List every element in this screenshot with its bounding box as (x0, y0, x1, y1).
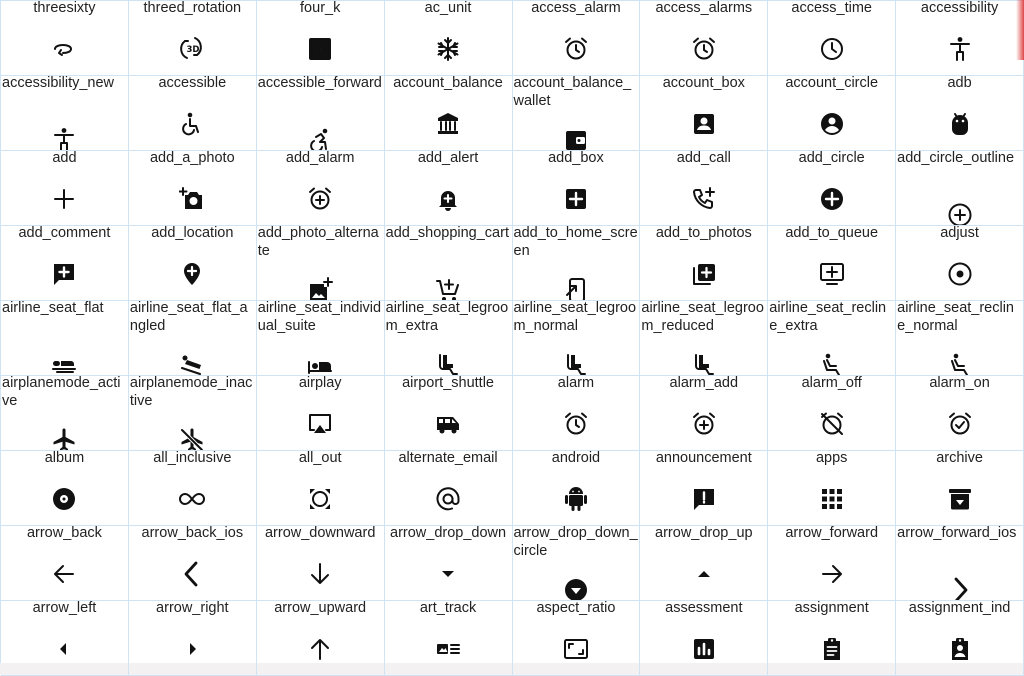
icon-cell-airline-seat-flat[interactable] (1, 301, 129, 376)
icon-label: account_balance (393, 76, 503, 91)
add-comment-icon (50, 260, 78, 288)
add-to-photos-icon (690, 260, 718, 288)
archive-icon (946, 485, 974, 513)
icon-cell-album[interactable] (1, 451, 129, 526)
icon-cell-add-alarm[interactable] (257, 151, 385, 226)
icon-cell-airplanemode-active[interactable] (1, 376, 129, 451)
icon-label: alarm_add (669, 376, 739, 391)
adb-icon (946, 110, 974, 138)
icon-label: arrow_drop_down_circle (513, 526, 638, 559)
icon-label: assignment (794, 601, 869, 616)
assessment-icon (690, 635, 718, 663)
icon-label: airplay (298, 376, 342, 391)
icon-cell-announcement[interactable] (640, 451, 768, 526)
icon-cell-add-circle[interactable] (768, 151, 896, 226)
icon-label: assessment (665, 601, 743, 616)
icon-label: arrow_drop_up (655, 526, 753, 541)
icon-label: all_out (298, 451, 342, 466)
at-icon (434, 485, 462, 513)
four-k-icon (306, 35, 334, 63)
icon-cell-airline-seat-recline-extra[interactable] (768, 301, 896, 376)
icon-label: account_balance_wallet (513, 76, 632, 109)
add-photo-alternate-icon (306, 276, 334, 301)
icon-label: add_to_home_screen (513, 226, 638, 259)
svg-text:3D: 3D (186, 45, 200, 55)
ac-unit-icon (434, 35, 462, 63)
icon-label: access_alarms (655, 1, 753, 16)
icon-cell-alarm-off[interactable] (768, 376, 896, 451)
icon-cell-alternate-email[interactable] (385, 451, 513, 526)
bank-icon (434, 110, 462, 138)
icon-cell-account-box[interactable] (640, 76, 768, 151)
icon-label: alarm (557, 376, 595, 391)
icon-label: add_alert (417, 151, 479, 166)
icon-label: add_location (151, 226, 234, 241)
add-location-icon (178, 260, 206, 288)
icon-label: accessibility (920, 1, 999, 16)
icon-cell-add-call[interactable] (640, 151, 768, 226)
account-circle-icon (818, 110, 846, 138)
icon-label: add_comment (18, 226, 111, 241)
add-circle-icon (818, 185, 846, 213)
icon-label: threesixty (33, 1, 96, 16)
icon-cell-accessibility[interactable] (896, 1, 1024, 76)
icon-cell-all-out[interactable] (257, 451, 385, 526)
icon-cell-adjust[interactable] (896, 226, 1024, 301)
all-out-icon (306, 485, 334, 513)
airplane-icon (50, 426, 78, 451)
arrow-down-icon (306, 560, 334, 588)
assignment-icon (818, 635, 846, 663)
icon-cell-accessible-forward[interactable] (257, 76, 385, 151)
icon-label: add_box (548, 151, 604, 166)
accessibility-icon (946, 35, 974, 63)
icon-label: all_inclusive (153, 451, 232, 466)
icon-cell-alarm[interactable] (513, 376, 641, 451)
arrow-up-icon (306, 635, 334, 663)
icon-cell-access-alarms[interactable] (640, 1, 768, 76)
icon-cell-arrow-drop-down-circle[interactable] (513, 526, 641, 601)
icon-cell-add-circle-outline[interactable] (896, 151, 1024, 226)
icon-cell-arrow-back[interactable] (1, 526, 129, 601)
icon-cell-airport-shuttle[interactable] (385, 376, 513, 451)
icon-cell-arrow-forward[interactable] (768, 526, 896, 601)
alarm-icon (562, 410, 590, 438)
icon-cell-airline-seat-legroom-normal[interactable] (513, 301, 641, 376)
accessible-icon (178, 110, 206, 138)
icon-label: add_a_photo (149, 151, 235, 166)
add-to-home-icon (562, 276, 590, 301)
arrow-back-icon (50, 560, 78, 588)
infinity-icon (178, 485, 206, 513)
arrow-forward-icon (818, 560, 846, 588)
icon-label: archive (936, 451, 983, 466)
icon-cell-arrow-drop-down[interactable] (385, 526, 513, 601)
icon-label: airline_seat_recline_extra (769, 301, 887, 334)
art-track-icon (434, 635, 462, 663)
icon-label: airline_seat_legroom_extra (385, 301, 509, 334)
icon-label: arrow_forward (785, 526, 879, 541)
icon-cell-airline-seat-legroom-extra[interactable] (385, 301, 513, 376)
alarm-off-icon (818, 410, 846, 438)
announcement-icon (690, 485, 718, 513)
icon-label: airplanemode_inactive (129, 376, 253, 409)
icon-cell-arrow-downward[interactable] (257, 526, 385, 601)
assignment-ind-icon (946, 635, 974, 663)
aspect-ratio-icon (562, 635, 590, 663)
seat-legroom-icon (434, 351, 462, 376)
icon-cell-airline-seat-flat-angled[interactable] (129, 301, 257, 376)
icon-cell-account-circle[interactable] (768, 76, 896, 151)
icon-label: assignment_ind (908, 601, 1011, 616)
account-box-icon (690, 110, 718, 138)
icon-cell-arrow-forward-ios[interactable] (896, 526, 1024, 601)
airplay-icon (306, 410, 334, 438)
icon-label: arrow_forward_ios (897, 526, 1017, 541)
seat-flat-icon (50, 351, 78, 376)
seat-recline-icon (818, 351, 846, 376)
window-edge (1016, 0, 1024, 60)
caret-down-circle-icon (562, 576, 590, 601)
icon-label: alarm_on (929, 376, 990, 391)
chevron-left-icon (178, 560, 206, 588)
svg-text:4K: 4K (312, 45, 327, 56)
icon-cell-add[interactable] (1, 151, 129, 226)
cart-plus-icon (434, 276, 462, 301)
icon-cell-all-inclusive[interactable] (129, 451, 257, 526)
icon-cell-adb[interactable] (896, 76, 1024, 151)
icon-cell-android[interactable] (513, 451, 641, 526)
icon-cell-account-balance[interactable] (385, 76, 513, 151)
icon-cell-accessible[interactable] (129, 76, 257, 151)
seat-legroom-icon (562, 351, 590, 376)
icon-cell-airline-seat-individual-suite[interactable] (257, 301, 385, 376)
album-icon (50, 485, 78, 513)
icon-label: account_box (662, 76, 745, 91)
alarm-icon (690, 35, 718, 63)
icon-cell-add-to-photos[interactable] (640, 226, 768, 301)
caret-right-icon (178, 635, 206, 663)
add-alarm-icon (306, 185, 334, 213)
icon-label: accessible_forward (257, 76, 382, 91)
icon-label: airline_seat_individual_suite (257, 301, 382, 334)
icon-label: ac_unit (424, 1, 472, 16)
icon-cell-airline-seat-recline-normal[interactable] (896, 301, 1024, 376)
icon-label: accessible (158, 76, 227, 91)
icon-label: add_photo_alternate (257, 226, 379, 259)
icon-label: airline_seat_flat (2, 301, 104, 316)
icon-label: airport_shuttle (402, 376, 494, 391)
seat-suite-icon (306, 351, 334, 376)
caret-left-icon (50, 635, 78, 663)
icon-cell-add-shopping-cart[interactable] (385, 226, 513, 301)
icon-label: four_k (300, 1, 341, 16)
seat-flat-angled-icon (178, 351, 206, 376)
alarm-icon (562, 35, 590, 63)
icon-cell-account-balance-wallet[interactable] (513, 76, 641, 151)
apps-icon (818, 485, 846, 513)
icon-label: airline_seat_legroom_reduced (641, 301, 764, 334)
threed-rotation-icon (178, 35, 206, 63)
icon-cell-threed-rotation[interactable] (129, 1, 257, 76)
add-alarm-icon (690, 410, 718, 438)
icon-cell-arrow-upward[interactable] (257, 601, 385, 676)
icon-cell-airplanemode-inactive[interactable] (129, 376, 257, 451)
icon-label: album (44, 451, 85, 466)
threesixty-icon (50, 35, 78, 63)
wallet-icon (562, 126, 590, 151)
android-icon (562, 485, 590, 513)
caret-down-icon (434, 560, 462, 588)
icon-label: arrow_drop_down (390, 526, 507, 541)
icon-label: alternate_email (398, 451, 498, 466)
icon-label: accessibility_new (2, 76, 115, 91)
icon-label: airline_seat_flat_angled (129, 301, 248, 334)
accessible-forward-icon (306, 126, 334, 151)
chevron-right-icon (946, 576, 974, 601)
icon-label: arrow_upward (274, 601, 367, 616)
icon-cell-aspect-ratio[interactable] (513, 601, 641, 676)
add-call-icon (690, 185, 718, 213)
icon-cell-ac-unit[interactable] (385, 1, 513, 76)
icon-label: add_circle (798, 151, 865, 166)
bell-plus-icon (434, 185, 462, 213)
icon-label: apps (815, 451, 848, 466)
icon-label: account_circle (785, 76, 879, 91)
icon-label: airplanemode_active (2, 376, 121, 409)
icon-cell-assignment[interactable] (768, 601, 896, 676)
add-box-icon (562, 185, 590, 213)
icon-cell-accessibility-new[interactable] (1, 76, 129, 151)
caret-up-icon (690, 560, 718, 588)
icon-cell-add-location[interactable] (129, 226, 257, 301)
add-to-queue-icon (818, 260, 846, 288)
icon-label: add_to_photos (655, 226, 752, 241)
icon-cell-alarm-add[interactable] (640, 376, 768, 451)
icon-label: add (52, 151, 77, 166)
icon-label: adb (947, 76, 972, 91)
icon-cell-add-photo-alternate[interactable] (257, 226, 385, 301)
icon-label: add_call (676, 151, 731, 166)
shuttle-icon (434, 410, 462, 438)
icon-label: add_alarm (285, 151, 355, 166)
clock-icon (818, 35, 846, 63)
icon-label: adjust (940, 226, 979, 241)
icon-cell-add-a-photo[interactable] (129, 151, 257, 226)
airplane-off-icon (178, 426, 206, 451)
icon-label: arrow_back_ios (141, 526, 244, 541)
icon-cell-access-time[interactable] (768, 1, 896, 76)
alarm-on-icon (946, 410, 974, 438)
seat-recline-icon (946, 351, 974, 376)
seat-legroom-icon (690, 351, 718, 376)
icon-label: arrow_downward (264, 526, 376, 541)
icon-label: android (551, 451, 601, 466)
icon-cell-assignment-ind[interactable] (896, 601, 1024, 676)
icon-cell-apps[interactable] (768, 451, 896, 526)
icon-cell-arrow-right[interactable] (129, 601, 257, 676)
add-circle-outline-icon (946, 201, 974, 226)
icon-cell-arrow-left[interactable] (1, 601, 129, 676)
icon-label: aspect_ratio (536, 601, 616, 616)
icon-cell-arrow-back-ios[interactable] (129, 526, 257, 601)
icon-label: add_shopping_cart (385, 226, 509, 241)
plus-icon (50, 185, 78, 213)
icon-cell-add-to-queue[interactable] (768, 226, 896, 301)
icon-label: threed_rotation (143, 1, 242, 16)
icon-label: airline_seat_recline_normal (897, 301, 1014, 334)
icon-cell-add-comment[interactable] (1, 226, 129, 301)
icon-cell-art-track[interactable] (385, 601, 513, 676)
icon-cell-assessment[interactable] (640, 601, 768, 676)
icon-label: arrow_right (156, 601, 229, 616)
icon-cell-threesixty[interactable] (1, 1, 129, 76)
icon-cell-arrow-drop-up[interactable] (640, 526, 768, 601)
icon-label: add_to_queue (785, 226, 879, 241)
icon-cell-add-to-home-screen[interactable] (513, 226, 641, 301)
icon-cell-add-box[interactable] (513, 151, 641, 226)
icon-label: art_track (419, 601, 477, 616)
add-photo-icon (178, 185, 206, 213)
icon-cell-airplay[interactable] (257, 376, 385, 451)
icon-cell-airline-seat-legroom-reduced[interactable] (640, 301, 768, 376)
accessibility-icon (50, 126, 78, 151)
icon-cell-archive[interactable] (896, 451, 1024, 526)
adjust-icon (946, 260, 974, 288)
icon-cell-add-alert[interactable] (385, 151, 513, 226)
icon-label: add_circle_outline (897, 151, 1015, 166)
icon-label: access_time (791, 1, 872, 16)
icon-cell-access-alarm[interactable] (513, 1, 641, 76)
icon-cell-four-k[interactable] (257, 1, 385, 76)
icon-label: announcement (655, 451, 752, 466)
icon-label: access_alarm (531, 1, 621, 16)
icon-label: airline_seat_legroom_normal (513, 301, 637, 334)
icon-label: alarm_off (801, 376, 862, 391)
icon-label: arrow_left (32, 601, 97, 616)
icon-cell-alarm-on[interactable] (896, 376, 1024, 451)
icon-label: arrow_back (26, 526, 102, 541)
